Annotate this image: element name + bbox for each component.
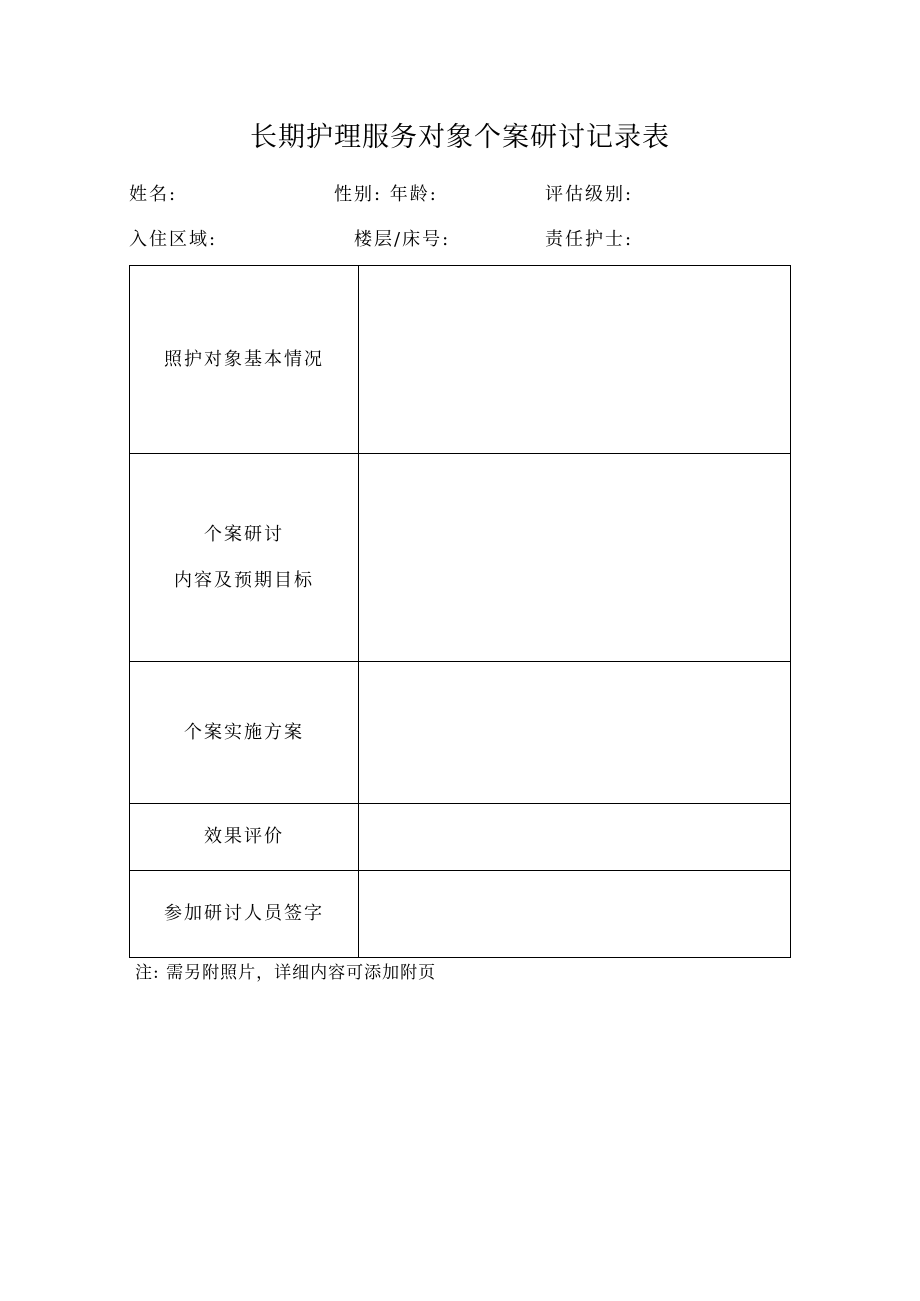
footnote: 注: 需另附照片，详细内容可添加附页 (135, 963, 437, 983)
row-label-line: 个案研讨 (204, 523, 284, 545)
record-table (129, 265, 791, 958)
row-label-line: 参加研讨人员签字 (164, 903, 324, 924)
discussion-content-entry-cell[interactable] (359, 454, 791, 662)
discussion-content-label-cell (130, 454, 359, 662)
responsible-nurse-field-label: 责任护士: (545, 229, 634, 250)
participant-signature-label-cell (130, 871, 359, 958)
effect-evaluation-label-cell (130, 804, 359, 871)
basic-situation-entry-cell[interactable] (359, 266, 791, 454)
row-label-line: 照护对象基本情况 (164, 348, 324, 370)
table-row (130, 266, 791, 454)
row-label-line: 内容及预期目标 (174, 569, 314, 591)
table-row (130, 662, 791, 804)
residence-area-field-label: 入住区域: (129, 229, 218, 250)
row-label-line: 个案实施方案 (184, 721, 304, 743)
implementation-plan-label-cell (130, 662, 359, 804)
floor-bed-field-label: 楼层/床号: (354, 229, 451, 250)
name-field-label: 姓名: (129, 184, 178, 205)
gender-age-field-label: 性别: 年龄: (334, 184, 438, 205)
table-row (130, 871, 791, 958)
assessment-level-field-label: 评估级别: (545, 184, 634, 205)
implementation-plan-entry-cell[interactable] (359, 662, 791, 804)
row-label-line: 效果评价 (204, 826, 284, 847)
table-row (130, 804, 791, 871)
table-row (130, 454, 791, 662)
effect-evaluation-entry-cell[interactable] (359, 804, 791, 871)
participant-signature-entry-cell[interactable] (359, 871, 791, 958)
form-title: 长期护理服务对象个案研讨记录表 (250, 122, 670, 153)
basic-situation-label-cell (130, 266, 359, 454)
